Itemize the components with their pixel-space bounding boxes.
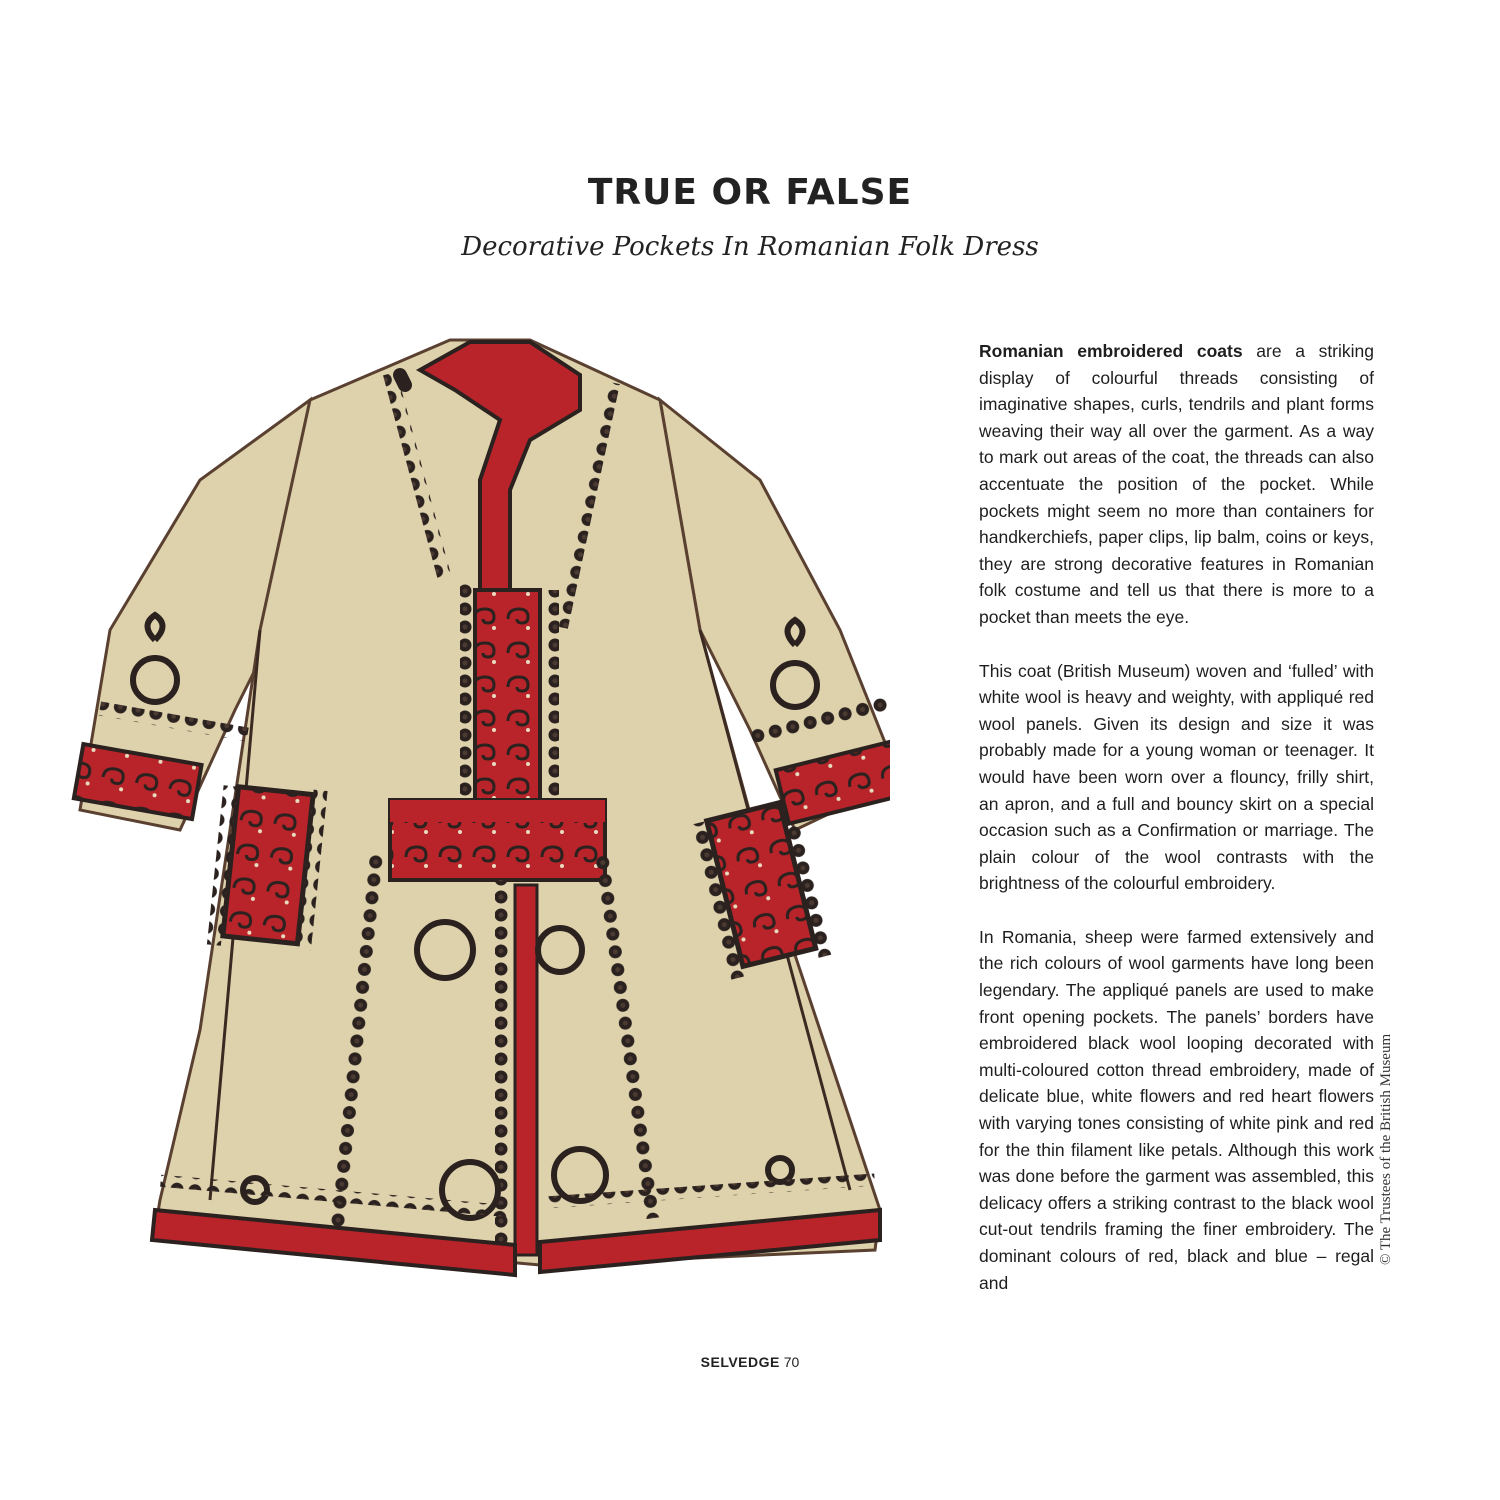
magazine-name: SELVEDGE: [700, 1354, 780, 1370]
lead-text: are a striking display of colourful threads consisting of imaginative shapes, curls, tendrils and plant forms weaving their way all over the garment. As a way to mark out areas of the coat, the threads can also accentuate the position of the pocket. While pockets might seem no more than containers for handkerchiefs, paper clips, lip balm, coins or keys, they are strong decorative features in Romanian folk costume and tell us that there is more to a pocket than meets the eye.: [979, 341, 1374, 627]
article-paragraph-1: [979, 338, 1374, 631]
photo-credit: © The Trustees of the British Museum: [1378, 1033, 1394, 1265]
coat-photo: [60, 330, 890, 1290]
lead-phrase: Romanian embroidered coats: [979, 341, 1243, 361]
article-body: [979, 338, 1374, 1323]
article-paragraph-3: In Romania, sheep were farmed extensively and the rich colours of wool garments have long been legendary. The appliqué panels are used to make front opening pockets. The panels’ borders have embroidered black wool looping decorated with multi-coloured cotton thread embroidery, made of delicate blue, white flowers and red heart flowers with varying tones consisting of white pink and red for the thin filament like petals. Although this work was done before the garment was assembled, this delicacy offers a striking contrast to the black wool cut-out tendrils framing the finer embroidery. The dominant colours of red, black and blue – regal and: [979, 926, 1374, 1293]
article-paragraph-2: This coat (British Museum) woven and ‘fulled’ with white wool is heavy and weighty, with appliqué red wool panels. Given its design and size it was probably made for a young woman or teenager. It would have been worn over a flouncy, frilly shirt, an apron, and a full and bouncy skirt on a special occasion such as a Confirmation or marriage. The plain colour of the wool contrasts with the brightness of the colourful embroidery.: [979, 660, 1374, 894]
page-subtitle: Decorative Pockets In Romanian Folk Dress: [461, 232, 1039, 262]
page-footer: [0, 1354, 1500, 1370]
page-title: TRUE OR FALSE: [587, 172, 913, 213]
page-number: 70: [783, 1354, 800, 1370]
